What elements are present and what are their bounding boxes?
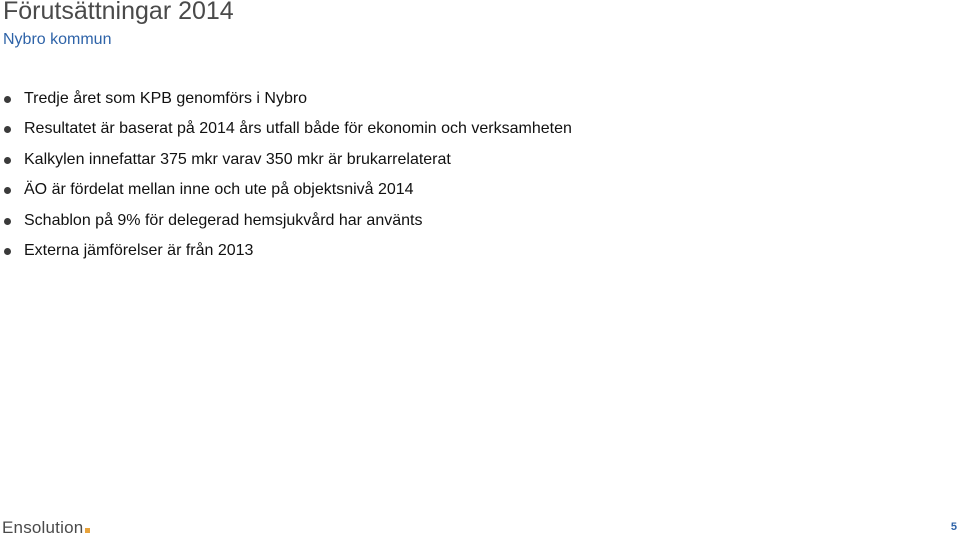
bullet-dot-icon — [4, 157, 11, 164]
logo-text: Ensolution — [2, 518, 84, 537]
bullet-text: Kalkylen innefattar 375 mkr varav 350 mkr är brukarrelaterat — [24, 150, 451, 168]
slide-subtitle: Nybro kommun — [3, 31, 112, 48]
logo-dot-icon — [85, 528, 90, 533]
bullet-dot-icon — [4, 187, 11, 194]
bullet-text: Tredje året som KPB genomförs i Nybro — [24, 90, 308, 107]
bullet-item — [4, 210, 572, 240]
bullet-dot-icon — [4, 96, 11, 103]
bullet-text: ÄO är fördelat mellan inne och ute på objektsnivå 2014 — [24, 181, 414, 199]
bullet-dot-icon — [4, 218, 11, 225]
bullet-item — [4, 88, 572, 118]
bullet-item — [4, 240, 572, 270]
bullet-dot-icon — [4, 126, 11, 133]
bullet-text: Externa jämförelser är från 2013 — [24, 241, 254, 259]
bullet-dot-icon — [4, 248, 11, 255]
bullet-text: Schablon på 9% för delegerad hemsjukvård har använts — [24, 211, 423, 229]
company-logo — [2, 518, 90, 538]
bullet-list — [4, 88, 572, 270]
page-number: 5 — [950, 521, 957, 533]
slide-title: Förutsättningar 2014 — [3, 0, 234, 25]
bullet-item — [4, 118, 572, 148]
bullet-text: Resultatet är baserat på 2014 års utfall både för ekonomin och verksamheten — [24, 120, 572, 138]
bullet-item — [4, 179, 572, 209]
bullet-item — [4, 149, 572, 179]
